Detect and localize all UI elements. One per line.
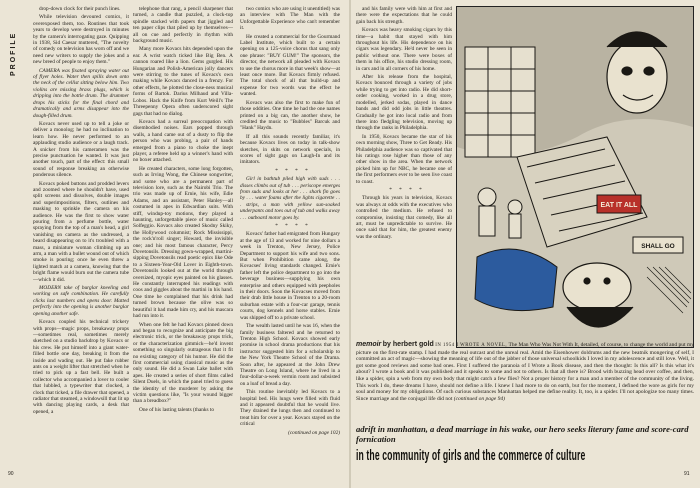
text-column-2 bbox=[133, 6, 233, 476]
paragraph: After his release from the hospital, Kovacs bounced through a variety of jobs while trying to get into radio. He did short-order cooking, worked in a drug store, modelled, jerked sodas, played in dance bands and did odd jobs in little theatres. Gradually he got into local radio and from there into fledgling television, moving up through the ranks in Philadelphia. bbox=[356, 74, 452, 132]
paragraph: * * * * bbox=[275, 223, 311, 229]
paragraph: * * * * bbox=[389, 186, 425, 193]
illustration-artwork bbox=[457, 7, 693, 347]
intro-smallcaps: IN 1954 I WROTE A NOVEL, bbox=[435, 343, 508, 348]
paragraph: and his family were with him at first and there were the expectations that he could gain back his strength. bbox=[356, 6, 452, 25]
paragraph: In 1950, Kovacs became the star of his own morning show, Three to Get Ready. His Philadelphia audience was so captivated that his ratings rose higher than those of any other show in the area. When the network picked him up for NBC, he became one of the first performers ever to be seen live coast to coast. bbox=[356, 133, 452, 185]
paragraph: two comics who are using it unentitled) was an interview with The Man with the Unforgettable Experience who can't remember it. bbox=[240, 6, 340, 32]
page-number-right: 91 bbox=[684, 471, 690, 477]
text-column-4 bbox=[356, 6, 452, 344]
paragraph: CAMERA was fixated spraying water out of flyer holes. Water then spills down onto the neck of the cellist sitting below him. Two violins are missing brass plugs, which is dripping into the bottle drum. The drummer drops his sticks for the final chord and dramatically and arms disappear into the dough-filled drum. bbox=[33, 67, 129, 119]
paragraph: drop-down clock for their punch lines. bbox=[39, 6, 121, 12]
paragraph: He created characters, some long forgotten, such as Irving Wong, the Chinese songwriter, and some who are a permanent part of television lore, such as the Nairobi Trio. The trio was made up of Ernie, his wife, Edie Adams, and an assistant, Peter Hanley—all costumed in apes in Edwardian suits. With stiff, windup-toy motions, they played a haunting, unforgettable piece of music called Solfeggio. Kovacs also created Skodny Skiky, the Hollywood columnist; Rock Mississippi, the rock'n'roll singer; Howard, the invisible one; and his most famous character, Percy Dovetonsils. Dressing gown-wrapped, martini-sipping Dovetonsils read poetic epics like Ode to a Sixteen-Year-Old Lover in Eighth-town. Dovetonsils looked out at the world through oversized, myopic eyes painted on his glasses. He constantly interrupted his readings with coos and giggles about the martini in his hand. One time he complained that his drink had turned brown because the olive was so beautiful it had made him cry, and his mascara had run into it. bbox=[133, 165, 233, 320]
paragraph: (continued on page 102) bbox=[288, 429, 340, 436]
paragraph: One of his lasting talents (thanks to bbox=[139, 406, 215, 413]
intro-text: The Man Who Was Not With It, detailed, of course, to change the world and put my picture on the first-rate stamp. I had made the real outcast and the unreal real. Amid the Eisenhower doldrums and the new beatnik mongering of self, I committed an act of magic—showing the meaning of life out of the jabber of those universal schoolkids I loved in my adolescence and still love. Well, it got some good reviews and some bad ones. First I suffered the paranoia of I Wrote a Book disease, and then the thought: Is this all? Is this what it's about? I wrote a book and it was published and it speaks to some and not to others. Is that all there is? Brood with buzzing head over coffee, and then, like a spider, spin a web from my own body that might catch a few flies? Not a proper history for a man and a member of the community of the living. This work I do, these dreams I have, should not define a life. I knew I had more to do on earth, but for the moment, I defined the wore as girls for my soul and money for my obligations. Of such curious substances Manhattan helped me define reality. It, too, is a spider. I'll not apologize too many times. Since marriage and the conjugal life did not bbox=[356, 342, 694, 402]
paragraph: Kovacs poked buttons and prodded levers and zoomed where he shouldn't have, used split screens and dissolves, double images and superimpositions, filters, outlines and masking to sprinkle the camera on his audience. He was the first to show water pouring from a perfume bottle, water spraying from the top of a man's head, a girl vanishing on camera as the undressed, a beard disappearing on to it's troubled with a mass, a miniature woman climbing up an arm, a man with a bullet wound out of which smoke is pouring; once he even threw a lighted match at a camera, knowing that the bright flame would burn out the camera tube—which it did. bbox=[33, 180, 129, 283]
byline-intro bbox=[356, 342, 694, 403]
paragraph: If all this sounds recently familiar, it's because Kovacs lives on today in talk-show sketches, in skits on network specials, in scores of sight gags on Laugh-In and its imitators. bbox=[240, 133, 340, 166]
paragraph: Many more Kovacs hits depended upon the ear. A wrist watch ticked like Big Ben. A cannon roared like a lion. Gems gurgled. His Hungarian and Polish-American jolly dancers were stirring to the tunes of Kovacs's own making while Kovacs danced in a frenzy. For other effects, he plotted the close-ness musical forms of Bartok. Darius Milhaud and Villa-Lobos. Hack the Knife from Kurt Weill's The Threepenny Opera often underscored sight gags that had no dialog. bbox=[133, 46, 233, 117]
paragraph: This routine inevitably led Kovacs to a hospital bed. His lungs were filled with fluid and it appeared doubtful that he would live. They drained the lungs then and continued to treat him for over a year. Kovacs stayed on the critical bbox=[240, 389, 340, 428]
text-column-1 bbox=[33, 6, 129, 476]
paragraph: Girl in bathtub piled high with suds . . . disses climbs out of tub . . . periscope emerges from suds and looks at her . . . shark fin goes by . . . water foams after the lights cigarette . . . strips, a man with yellow sun-soaked underpants and toes out of tub and walks away . . . outboard motor goes by. bbox=[240, 176, 340, 221]
paragraph: Kovacs was also the first to make fun of those oddities. One time he had the one names printed on a big can, the another show, he credited the music to "Bubbles" Barcuk and "Hank" Haydn. bbox=[240, 99, 340, 132]
paragraph: While television devoured comics, it overexposed them, too. Routines that took years to develop were destroyed in minutes by the camera's interrogating gaze. Quipping in 1938, Sid Caesar muttered, "The novelty of comedy on television has worn off and we need new writers to supply the jokes and a new breed of people to enjoy them." bbox=[33, 14, 129, 66]
memoir-label: memoir bbox=[356, 341, 382, 348]
paragraph: Kovacs' father had emigrated from Hungary at the age of 13 and worked for nine dollars a week in Trenton, New Jersey, Police Department to support his wife and two sons. But when Prohibition came along, the Kovacses' living standards changed. Ernie's father left the police department to go into the beverage business—supplying his own enterprise and others equipped with peepholes in their doors. Soon the Kovacses moved from their drab little house in Trenton to a 20-room suburban estate with a four-car garage, tennis courts, dog kennels and horse stables. Ernie was shipped off to a private school. bbox=[240, 231, 340, 321]
paragraph: MODERN take of burglar kneeling and working on safe combination. He carefully clicks last numbers and opens door. Matted perfectly into the opening is another burglar opening another safe. bbox=[33, 285, 129, 317]
illustration bbox=[456, 6, 694, 348]
paragraph: * * * * bbox=[275, 167, 311, 174]
paragraph: Kovacs had a surreal preoccupation with disembodied noises. Ears popped through walls, a hand came out of a dusty to flip the person who was probing, a pair of hands emerged from a piano to choke the inept player, a referee held up a winner's hand with no boxer attached. bbox=[133, 118, 233, 164]
continued-note: (continued on page 94) bbox=[453, 395, 505, 402]
paragraph: Through his years in television, Kovacs was always at odds with the executives who controlled the medium. He refused to compromise, insisting that comedy, like all art, must be unpredictable to survive. He once said that for him, the greatest enemy was the ordinary. bbox=[356, 195, 452, 240]
paragraph: The wealth lasted until he was 16, when the family business faltered and he returned to Trenton High School. Kovacs showed early promise in school drama productions that his instructor suggested him for a scholarship to the New York Theatre School of the Drama. Soon after, he appeared at the John Drew Theatre on Long Island, where he lived in a four-dollar-a-week vermin room and subsisted on a loaf of bread a day. bbox=[240, 323, 340, 387]
paragraph: telephone that rang, a pencil sharpener that turned, a candle that puzzled, a clock-top spindle stacked with papers that jiggled and ten paper clips that piled up by themselves—all on cue and perfectly in rhythm with background music. bbox=[133, 6, 233, 45]
text-column-3 bbox=[240, 6, 340, 476]
author-name: by herbert gold bbox=[382, 341, 434, 348]
paragraph: When one felt he had Kovacs pinned down and began to recognize and anticipate the big electronic trick, or the breakaway props trick, or the characterization gimmick—he'd invent something so singularly outrageous that it fit no existing category of his humor. He did the first commercial using classical music as the only sound. He did a Swan Lake ballet with apes. He created a series of short films called Silent Duels, in which the panel tried to guess the identity of the murderer by asking the victim questions like, "Is your wound bigger than a breadbox?" bbox=[133, 321, 233, 405]
illustration-caption-2: SHALL GO bbox=[641, 243, 675, 250]
page-number-left: 90 bbox=[8, 471, 14, 477]
paragraph: Kovacs coupled his technical trickery with props—magic props, breakaway props—sometimes real, sometimes merely sketched on a studio backdrop by Kovacs or his crew. He put himself into a giant water-filled bottle one day, breaking it from the inside and wading out. He put fake rubber ants on a weight lifter that stretched when he tried to pick up a fast bell. He built a collector who accompanied a lover to cooler that lubbled, a typewriter that clocked, a clock that ticked, a file drawer that opened, a radiator that steamed, a windowsill that lit up with dancing playing cards, a desk that opened, a bbox=[33, 319, 129, 415]
section-label: PROFILE bbox=[10, 31, 17, 76]
paragraph: Kovacs never used up to tell a joke or deliver a monolog; he had no inclination to learn how. He never performed to an applauding studio audience or a laugh track. A snicker from his cameramen was the precise punctuation he wanted. It was just another touch, part of the effect: this small sound of response breaking an otherwise ponderous silence. bbox=[33, 120, 129, 179]
headline: in the community of girls and the commerce of culture bbox=[356, 448, 586, 464]
paragraph: Kovacs was heavy smoking cigars by this time—a habit that stayed with him throughout his life. His dependence on his cigars was legendary. He'd never be seen in public without one. There were boxes of them in his office, his studio dressing room, in cars and in all corners of his home. bbox=[356, 27, 452, 72]
deck-subtitle: adrift in manhattan, a dead marriage in his wake, our hero seeks literary fame and score-card fornication bbox=[356, 424, 689, 444]
page-gutter bbox=[349, 0, 351, 488]
illustration-caption-1: EAT IT ALL bbox=[600, 202, 638, 209]
paragraph: He created a commercial for the Gourmand Label Institute, which built to a certain opening on a 125-voice chorus that sang only one phrase: "BUY GUM!" The sponsors, the director, the network all pleaded with Kovacs to use the chorus more in that week's show—at least once more. But Kovacs firmly refused. The total shock of all that build-up and expense for two words was the effect he wanted. bbox=[240, 33, 340, 98]
